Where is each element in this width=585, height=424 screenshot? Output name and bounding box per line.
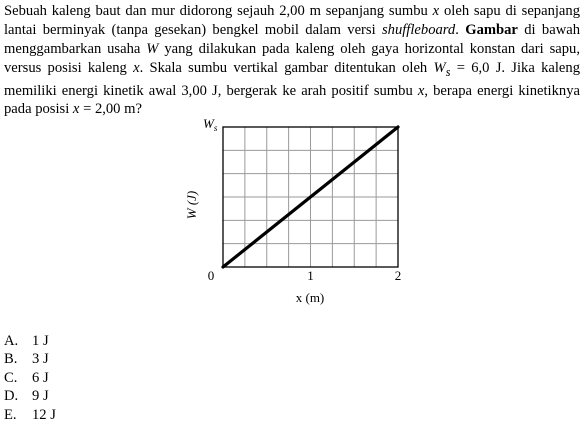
term-shuffleboard: shuffleboard [381, 21, 456, 38]
x-axis-label: x (m) [295, 290, 325, 305]
choice-d[interactable]: D. 9 J [4, 388, 49, 405]
choice-b[interactable]: B. 3 J [4, 351, 49, 368]
y-axis-label: W (J) [184, 190, 199, 220]
variable-x: x [133, 59, 140, 76]
question-part: = 2,00 m? [83, 101, 142, 118]
variable-x: x [417, 82, 425, 99]
x-tick-label: 1 [307, 268, 314, 283]
question-part: yang dilakukan pada kaleng oleh gaya horizontal konstan dari sapu, versus posisi kaleng [4, 40, 580, 76]
variable-x: x [432, 3, 440, 19]
y-axis-top-label: $W_s$ [203, 116, 218, 133]
question-part: oleh sapu di sepanjang lantai berminyak (tanpa gesekan) bengkel mobil dalam versi [4, 3, 581, 38]
x-tick-label: 2 [394, 268, 402, 283]
x-tick-label: 0 [207, 268, 215, 283]
question-part: Sebuah kaleng baut dan mur didorong sejauh 2,00 m sepanjang sumbu [4, 3, 428, 19]
variable-Ws: $W_s$ [433, 59, 451, 79]
choice-c[interactable]: C. 6 J [4, 369, 49, 386]
x-tick-labels [208, 268, 402, 283]
question-part: di bawah menggambarkan usaha [4, 21, 581, 57]
choice-a[interactable]: A. 1 J [4, 333, 49, 349]
term-gambar: Gambar [465, 21, 518, 38]
question-part: . [455, 21, 459, 38]
choice-e[interactable]: E. 12 J [4, 406, 56, 423]
question-part: . Skala sumbu vertikal gambar ditentukan oleh [139, 59, 428, 76]
question-part: , berapa energi kinetiknya pada posisi [4, 82, 580, 118]
variable-W: W [146, 40, 159, 57]
question-part: = 6,0 J. Jika kaleng memiliki energi kinetik awal 3,00 J, bergerak ke arah positif sumbu [4, 59, 580, 99]
answer-choices [4, 332, 56, 424]
variable-x: x [72, 101, 80, 118]
